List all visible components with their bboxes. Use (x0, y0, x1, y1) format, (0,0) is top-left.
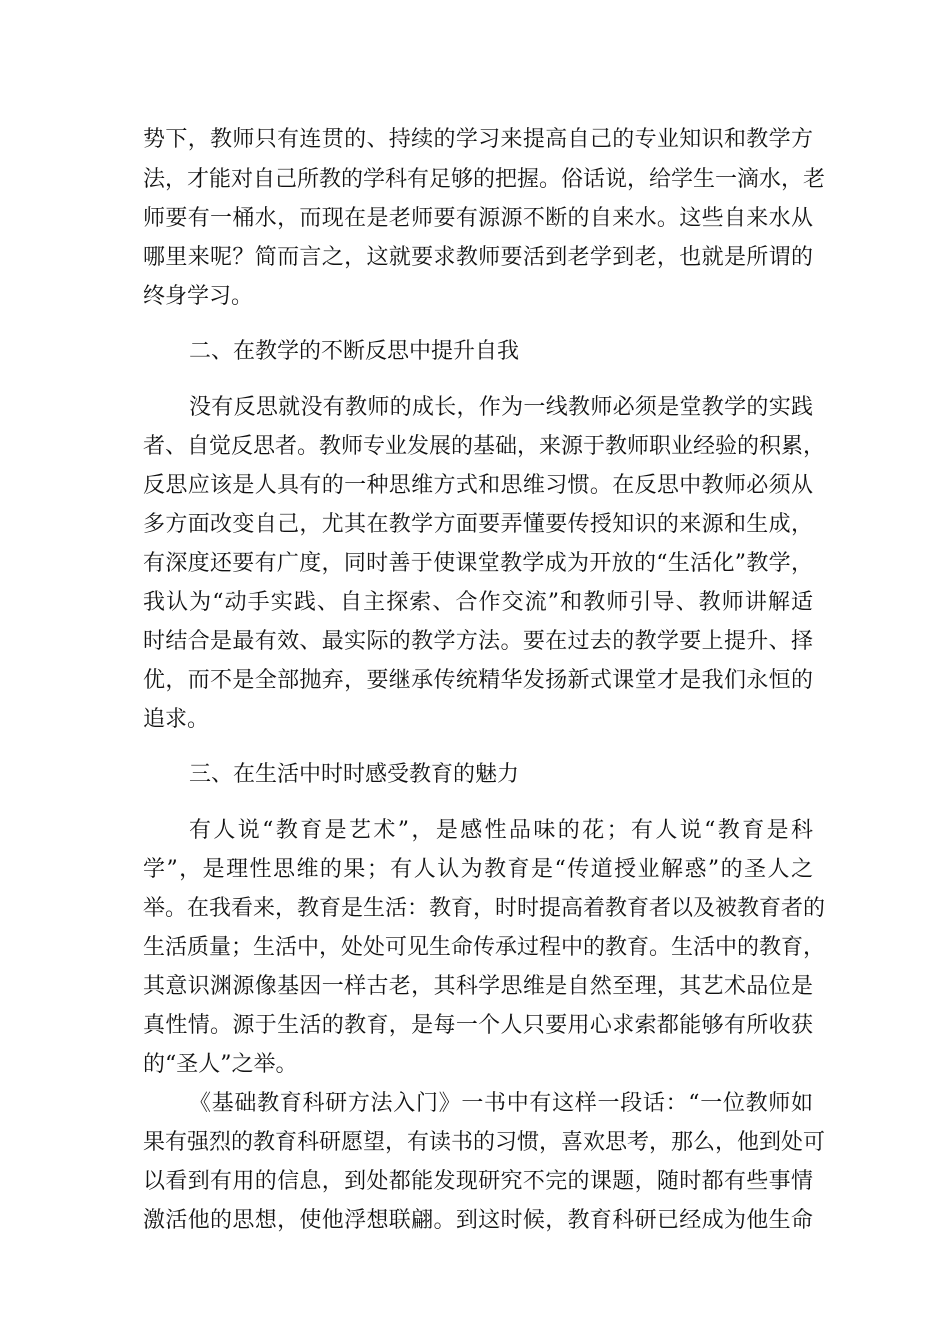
body-line: 有人说“教育是艺术”，是感性品味的花；有人说“教育是科 (189, 818, 813, 843)
body-line: 势下，教师只有连贯的、持续的学习来提高自己的专业知识和教学方 (143, 127, 813, 152)
body-line: 法，才能对自己所教的学科有足够的把握。俗话说，给学生一滴水，老 (143, 167, 826, 192)
body-line: 终身学习。 (143, 284, 254, 309)
body-line: 其意识渊源像基因一样古老，其科学思维是自然至理，其艺术品位是 (143, 974, 813, 999)
body-line: 以看到有用的信息，到处都能发现研究不完的课题，随时都有些事情 (143, 1169, 813, 1194)
body-line: 多方面改变自己，尤其在教学方面要弄懂要传授知识的来源和生成， (143, 512, 813, 537)
body-line: 追求。 (143, 707, 210, 732)
body-line: 师要有一桶水，而现在是老师要有源源不断的自来水。这些自来水从 (143, 206, 813, 231)
body-line: 有深度还要有广度，同时善于使课堂教学成为开放的“生活化”教学， (143, 551, 813, 576)
body-line: 真性情。源于生活的教育，是每一个人只要用心求索都能够有所收获 (143, 1013, 813, 1038)
body-line: 哪里来呢？简而言之，这就要求教师要活到老学到老，也就是所谓的 (143, 245, 813, 270)
section-heading: 三、在生活中时时感受教育的魅力 (189, 762, 520, 787)
body-line: 生活质量；生活中，处处可见生命传承过程中的教育。生活中的教育， (143, 935, 826, 960)
section-heading: 二、在教学的不断反思中提升自我 (189, 339, 520, 364)
body-line: 果有强烈的教育科研愿望，有读书的习惯，喜欢思考，那么，他到处可 (143, 1130, 826, 1155)
body-line: 者、自觉反思者。教师专业发展的基础，来源于教师职业经验的积累， (143, 434, 826, 459)
body-line: 时结合是最有效、最实际的教学方法。要在过去的教学要上提升、择 (143, 629, 813, 654)
body-line: 优，而不是全部抛弃，要继承传统精华发扬新式课堂才是我们永恒的 (143, 668, 813, 693)
body-line: 没有反思就没有教师的成长，作为一线教师必须是堂教学的实践 (189, 395, 813, 420)
body-line: 《基础教育科研方法入门》一书中有这样一段话：“一位教师如 (189, 1091, 813, 1116)
body-line: 反思应该是人具有的一种思维方式和思维习惯。在反思中教师必须从 (143, 473, 813, 498)
body-line: 我认为“动手实践、自主探索、合作交流”和教师引导、教师讲解适 (143, 590, 813, 615)
body-line: 激活他的思想，使他浮想联翩。到这时候，教育科研已经成为他生命 (143, 1208, 813, 1233)
body-line: 举。在我看来，教育是生活：教育，时时提高着教育者以及被教育者的 (143, 896, 826, 921)
body-line: 学”，是理性思维的果；有人认为教育是“传道授业解惑”的圣人之 (143, 857, 813, 882)
body-line: 的“圣人”之举。 (143, 1052, 298, 1077)
